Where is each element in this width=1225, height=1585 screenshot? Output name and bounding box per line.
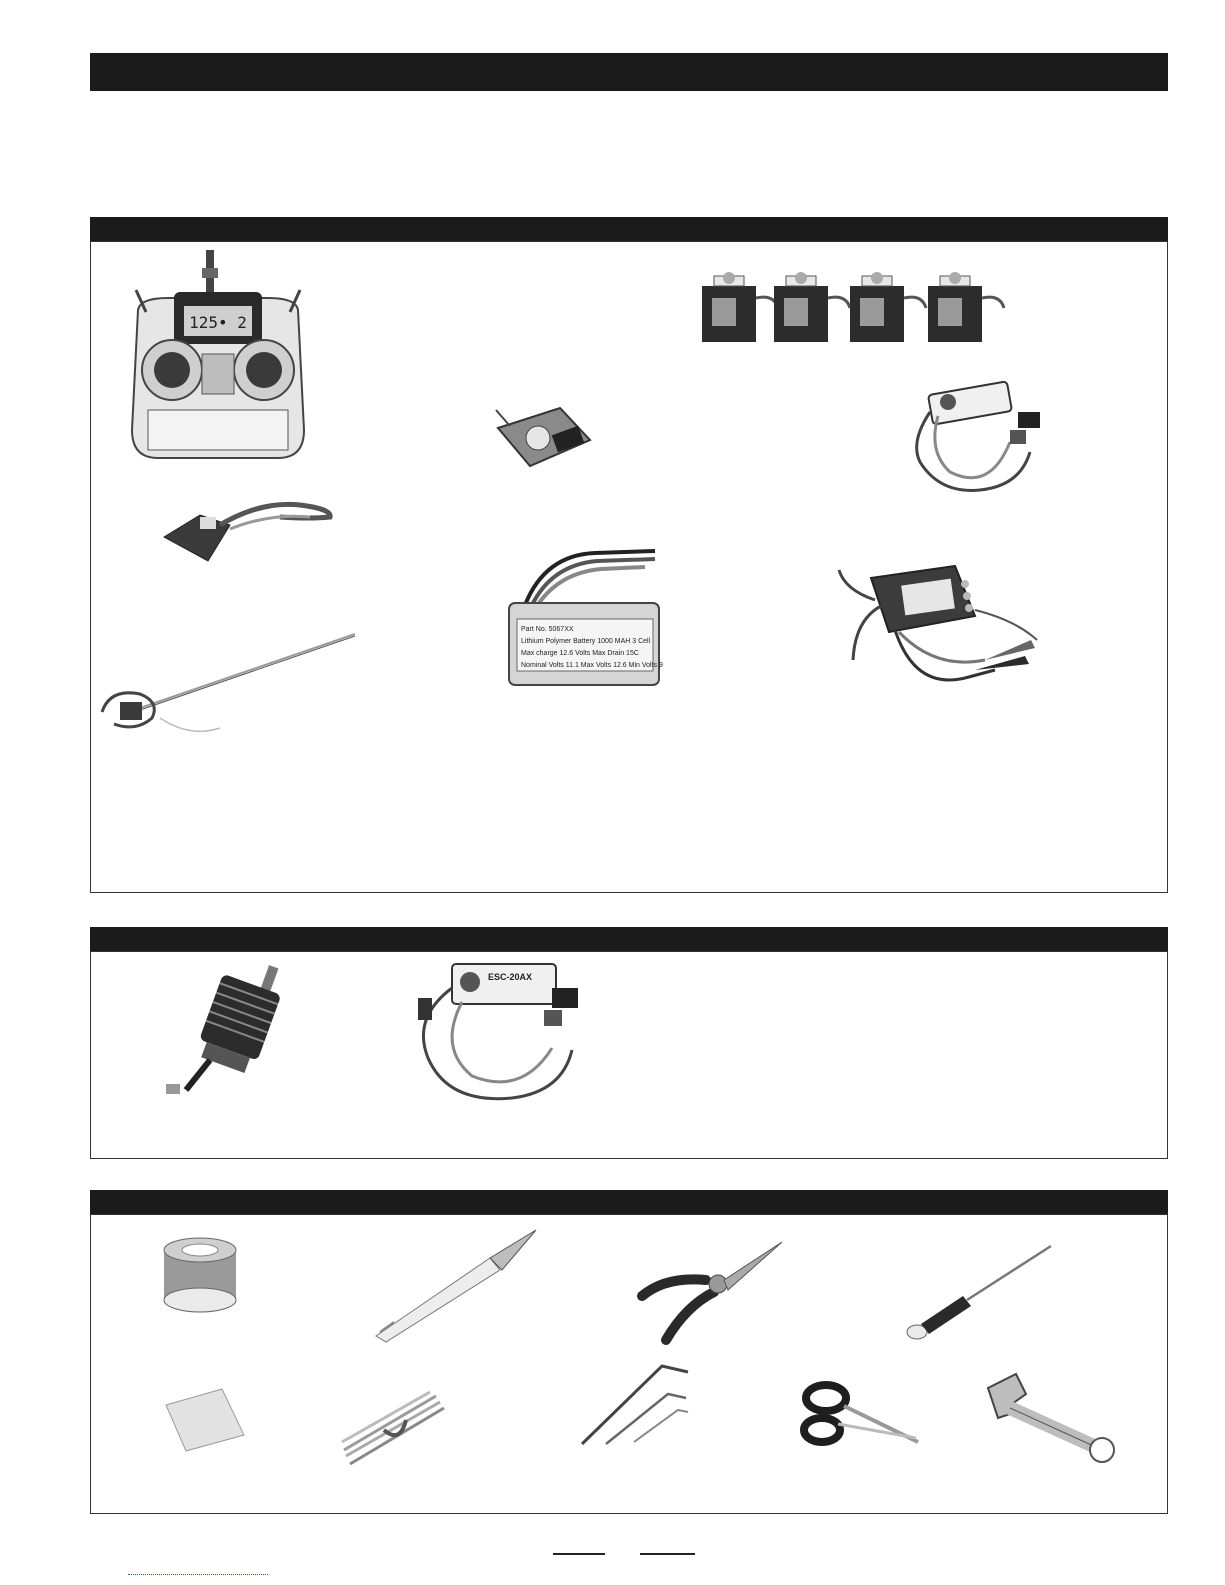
brushless-motor-image [160,960,300,1100]
speed-controller-image [910,382,1050,497]
hex-wrenches-image [578,1360,698,1450]
battery-label-line-4: Nominal Volts 11.1 Max Volts 12.6 Min Volts 9 [521,662,663,669]
transmitter-lcd-text: 125• 2 [189,313,247,332]
section-header-tools [90,1190,1168,1214]
footer-rule-right [640,1553,695,1555]
charger-image [825,560,1050,700]
hobby-knife-image [370,1228,540,1343]
transmitter-image [128,250,308,465]
footer-link-underline [128,1574,268,1576]
screwdriver-image [905,1244,1055,1344]
footer-rule-left [553,1553,605,1555]
charging-lead-image [160,495,340,565]
battery-label-line-2: Lithium Polymer Battery 1000 MAH 3 Cell [521,638,651,645]
adjustable-wrench-image [968,1368,1118,1468]
receiver-image [490,400,600,475]
esc-label: ESC-20AX [488,972,533,982]
battery-label-line-1: Part No. 5067XX [521,626,574,633]
battery-label-line-3: Max charge 12.6 Volts Max Drain 15C [521,650,639,657]
section-header-motor-esc [90,927,1168,951]
top-title-bar [90,53,1168,91]
motor-wire-lead-image [100,628,360,738]
sandpaper-image [160,1385,250,1455]
needle-nose-pliers-image [636,1236,786,1346]
servos-image [694,258,1014,348]
scissors-image [800,1380,925,1450]
esc-image [412,958,592,1108]
cable-ties-image [340,1390,450,1470]
section-header-radio-equipment [90,217,1168,241]
tape-image [160,1236,250,1316]
lipo-battery-image [505,545,665,695]
